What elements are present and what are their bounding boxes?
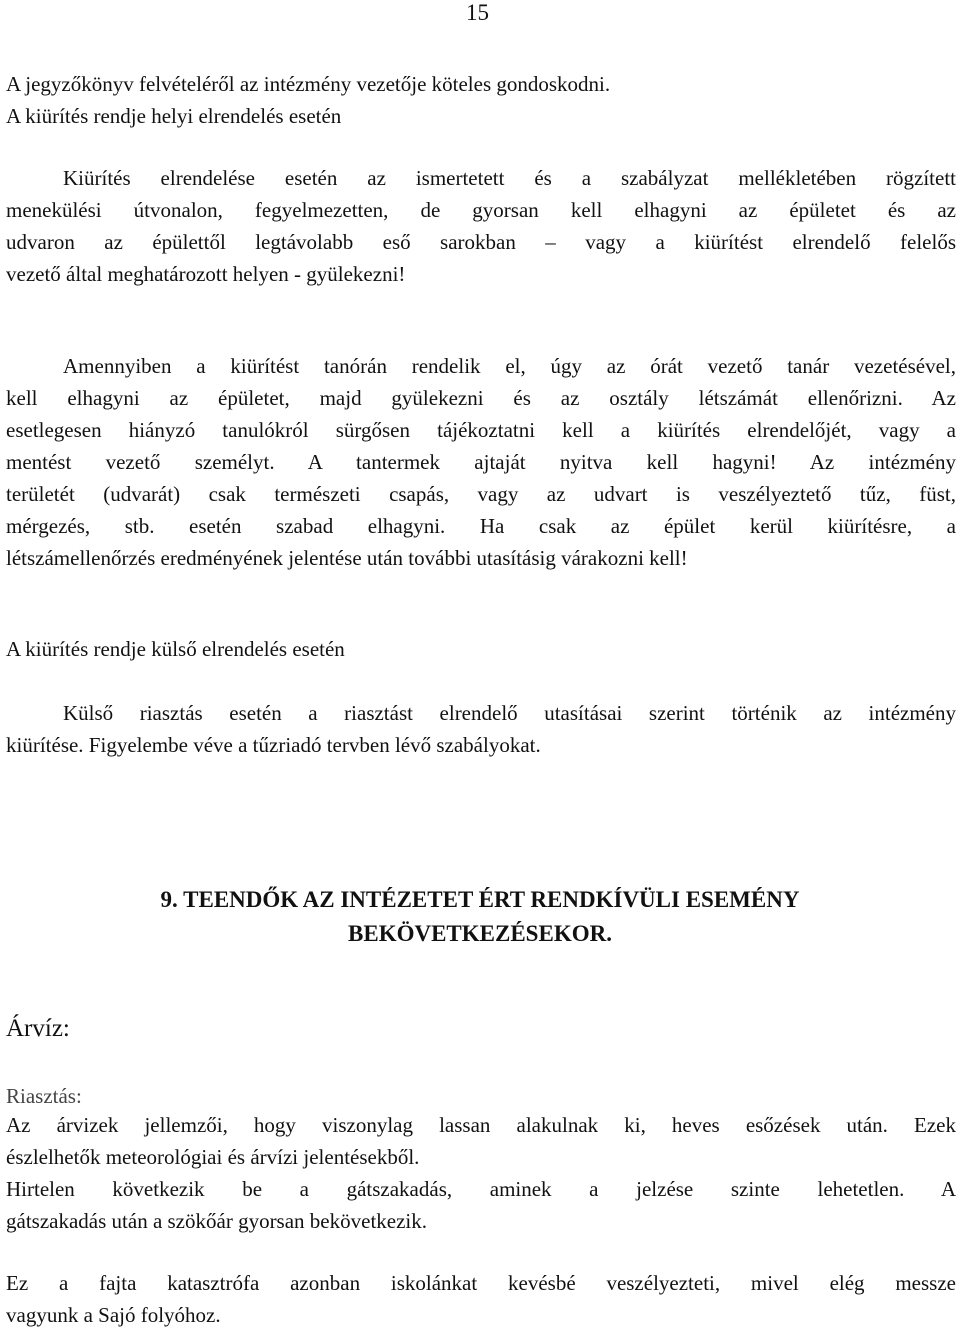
text-line: létszámellenőrzés eredményének jelentése után további utasításig várakozni kell!: [6, 546, 688, 570]
text-line: területét (udvarát) csak természeti csapás, vagy az udvart is veszélyeztető tűz, füst,: [6, 482, 956, 506]
text-line: kell elhagyni az épületet, majd gyülekezni és az osztály létszámát ellenőrizni. Az: [6, 386, 956, 410]
text-line: A jegyzőkönyv felvételéről az intézmény vezetője köteles gondoskodni.: [6, 72, 611, 96]
paragraph-flood-risk: [6, 1267, 956, 1331]
text-line: Ez a fajta katasztrófa azonban iskolánkat kevésbé veszélyezteti, mivel elég messze: [6, 1271, 956, 1295]
page-number: 15: [466, 0, 489, 25]
text-line: Hirtelen következik be a gátszakadás, aminek a jelzése szinte lehetetlen. A: [6, 1177, 956, 1201]
text-line: gátszakadás után a szökőár gyorsan bekövetkezik.: [6, 1209, 428, 1233]
text-line: vagyunk a Sajó folyóhoz.: [6, 1303, 221, 1327]
text-line: Amennyiben a kiürítést tanórán rendelik el, úgy az órát vezető tanár vezetésével,: [63, 354, 956, 378]
text-line: Külső riasztás esetén a riasztást elrendelő utasításai szerint történik az intézmény: [63, 701, 956, 725]
alarm-label: Riasztás:: [6, 1084, 82, 1108]
text-line: vezető által meghatározott helyen - gyülekezni!: [6, 262, 406, 286]
paragraph-class-evacuation: [6, 350, 956, 574]
chapter-title-line: BEKÖVETKEZÉSEKOR.: [348, 921, 612, 946]
text-line: mentést vezető személyt. A tantermek ajtaját nyitva kell hagyni! Az intézmény: [6, 450, 956, 474]
section-heading-local-evacuation: A kiürítés rendje helyi elrendelés esetén: [6, 104, 342, 128]
section-heading-external-evacuation: A kiürítés rendje külső elrendelés esetén: [6, 637, 345, 661]
flood-heading: Árvíz:: [6, 1015, 70, 1042]
chapter-title: [0, 883, 960, 951]
text-line: kiürítése. Figyelembe véve a tűzriadó tervben lévő szabályokat.: [6, 733, 541, 757]
paragraph-external-alarm: [6, 697, 956, 761]
text-line: mérgezés, stb. esetén szabad elhagyni. Ha csak az épület kerül kiürítésre, a: [6, 514, 956, 538]
chapter-title-line: 9. TEENDŐK AZ INTÉZETET ÉRT RENDKÍVÜLI ESEMÉNY: [160, 887, 800, 912]
text-line: észlelhetők meteorológiai és árvízi jelentésekből.: [6, 1145, 420, 1169]
text-line: udvaron az épülettől legtávolabb eső sarokban – vagy a kiürítést elrendelő felelős: [6, 230, 956, 254]
text-line: esetlegesen hiányzó tanulókról sürgősen tájékoztatni kell a kiürítés elrendelőjét, vagy a: [6, 418, 956, 442]
paragraph-evacuation-order: [6, 162, 956, 290]
text-line: Az árvizek jellemzői, hogy viszonylag lassan alakulnak ki, heves esőzések után. Ezek: [6, 1113, 956, 1137]
paragraph-flood-characteristics: [6, 1109, 956, 1237]
text-line: menekülési útvonalon, fegyelmezetten, de gyorsan kell elhagyni az épületet és az: [6, 198, 956, 222]
text-line: Kiürítés elrendelése esetén az ismertetett és a szabályzat mellékletében rögzített: [63, 166, 956, 190]
paragraph-record-keeping: [6, 68, 956, 132]
